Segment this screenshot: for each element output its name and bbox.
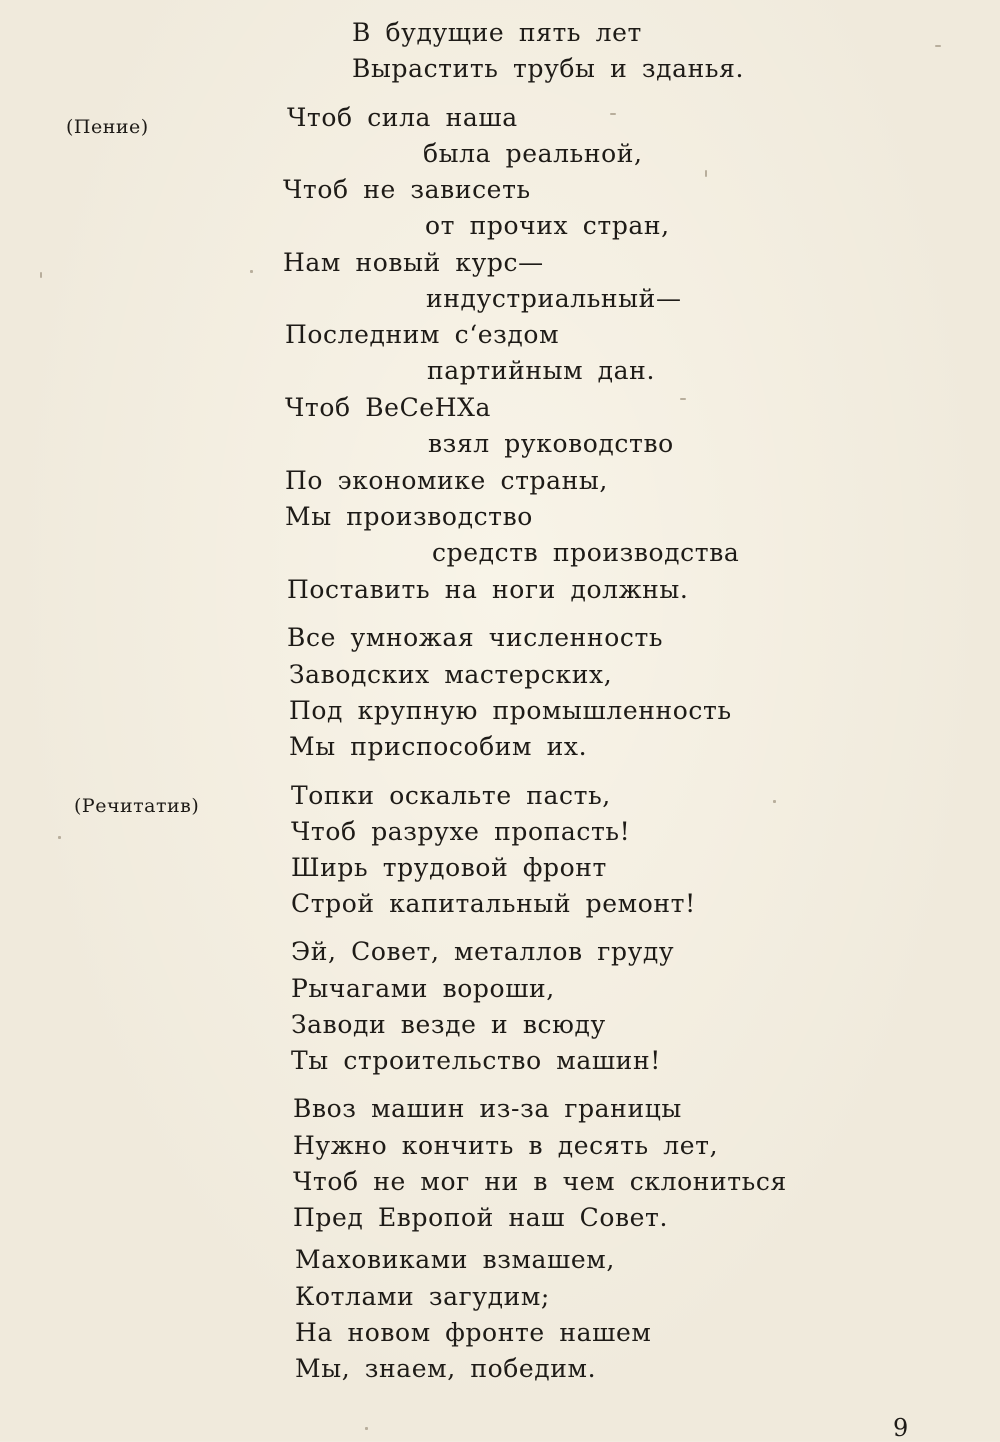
verse-line: Пред Европой наш Совет. xyxy=(293,1203,669,1232)
verse-line: Ширь трудовой фронт xyxy=(291,853,607,882)
verse-line: Мы производство xyxy=(285,502,533,531)
verse-line: индустриальный— xyxy=(426,284,682,313)
verse-line: взял руководство xyxy=(428,429,674,458)
verse-line: Заводских мастерских, xyxy=(289,660,613,689)
margin-label-singing: (Пение) xyxy=(66,116,149,138)
verse-line: средств производства xyxy=(432,538,740,567)
verse-line: Чтоб ВеСеНХа xyxy=(285,393,491,422)
verse-line: Ты строительство машин! xyxy=(291,1046,661,1075)
paper-speck xyxy=(935,45,941,47)
verse-line: Котлами загудим; xyxy=(295,1282,550,1311)
verse-line: Маховиками взмашем, xyxy=(295,1245,615,1274)
verse-line: На новом фронте нашем xyxy=(295,1318,652,1347)
verse-line: Под крупную промышленность xyxy=(289,696,732,725)
verse-line: Нужно кончить в десять лет, xyxy=(293,1131,719,1160)
verse-line: Поставить на ноги должны. xyxy=(287,575,689,604)
verse-line: Рычагами вороши, xyxy=(291,974,555,1003)
verse-line: По экономике страны, xyxy=(285,466,608,495)
verse-line: Заводи везде и всюду xyxy=(291,1010,606,1039)
verse-line: Топки оскальте пасть, xyxy=(291,781,611,810)
verse-line: от прочих стран, xyxy=(425,211,670,240)
margin-label-recitative: (Речитатив) xyxy=(74,795,200,817)
verse-line: Эй, Совет, металлов груду xyxy=(291,937,675,966)
paper-speck xyxy=(365,1427,368,1430)
verse-line: Все умножая численность xyxy=(287,623,664,652)
verse-line: Чтоб не мог ни в чем склониться xyxy=(293,1167,787,1196)
paper-speck xyxy=(705,170,707,177)
verse-line: была реальной, xyxy=(423,139,643,168)
paper-speck xyxy=(250,270,253,273)
paper-speck xyxy=(680,398,686,400)
verse-line: Мы приспособим их. xyxy=(289,732,588,761)
page-number: 9 xyxy=(893,1414,909,1442)
paper-speck xyxy=(610,113,616,115)
verse-line: Чтоб разрухе пропасть! xyxy=(291,817,631,846)
paper-speck xyxy=(773,800,776,803)
verse-line: Последним с‘ездом xyxy=(285,320,560,349)
paper-speck xyxy=(58,836,61,839)
verse-line: Чтоб не зависеть xyxy=(283,175,531,204)
verse-line: Мы, знаем, победим. xyxy=(295,1354,597,1383)
verse-line: Вырастить трубы и зданья. xyxy=(352,54,745,83)
verse-line: Ввоз машин из-за границы xyxy=(293,1094,682,1123)
verse-line: В будущие пять лет xyxy=(352,18,642,47)
verse-line: Строй капитальный ремонт! xyxy=(291,889,696,918)
verse-line: Чтоб сила наша xyxy=(287,103,518,132)
verse-line: Нам новый курс— xyxy=(283,248,544,277)
verse-line: партийным дан. xyxy=(427,356,655,385)
paper-speck xyxy=(40,272,42,278)
